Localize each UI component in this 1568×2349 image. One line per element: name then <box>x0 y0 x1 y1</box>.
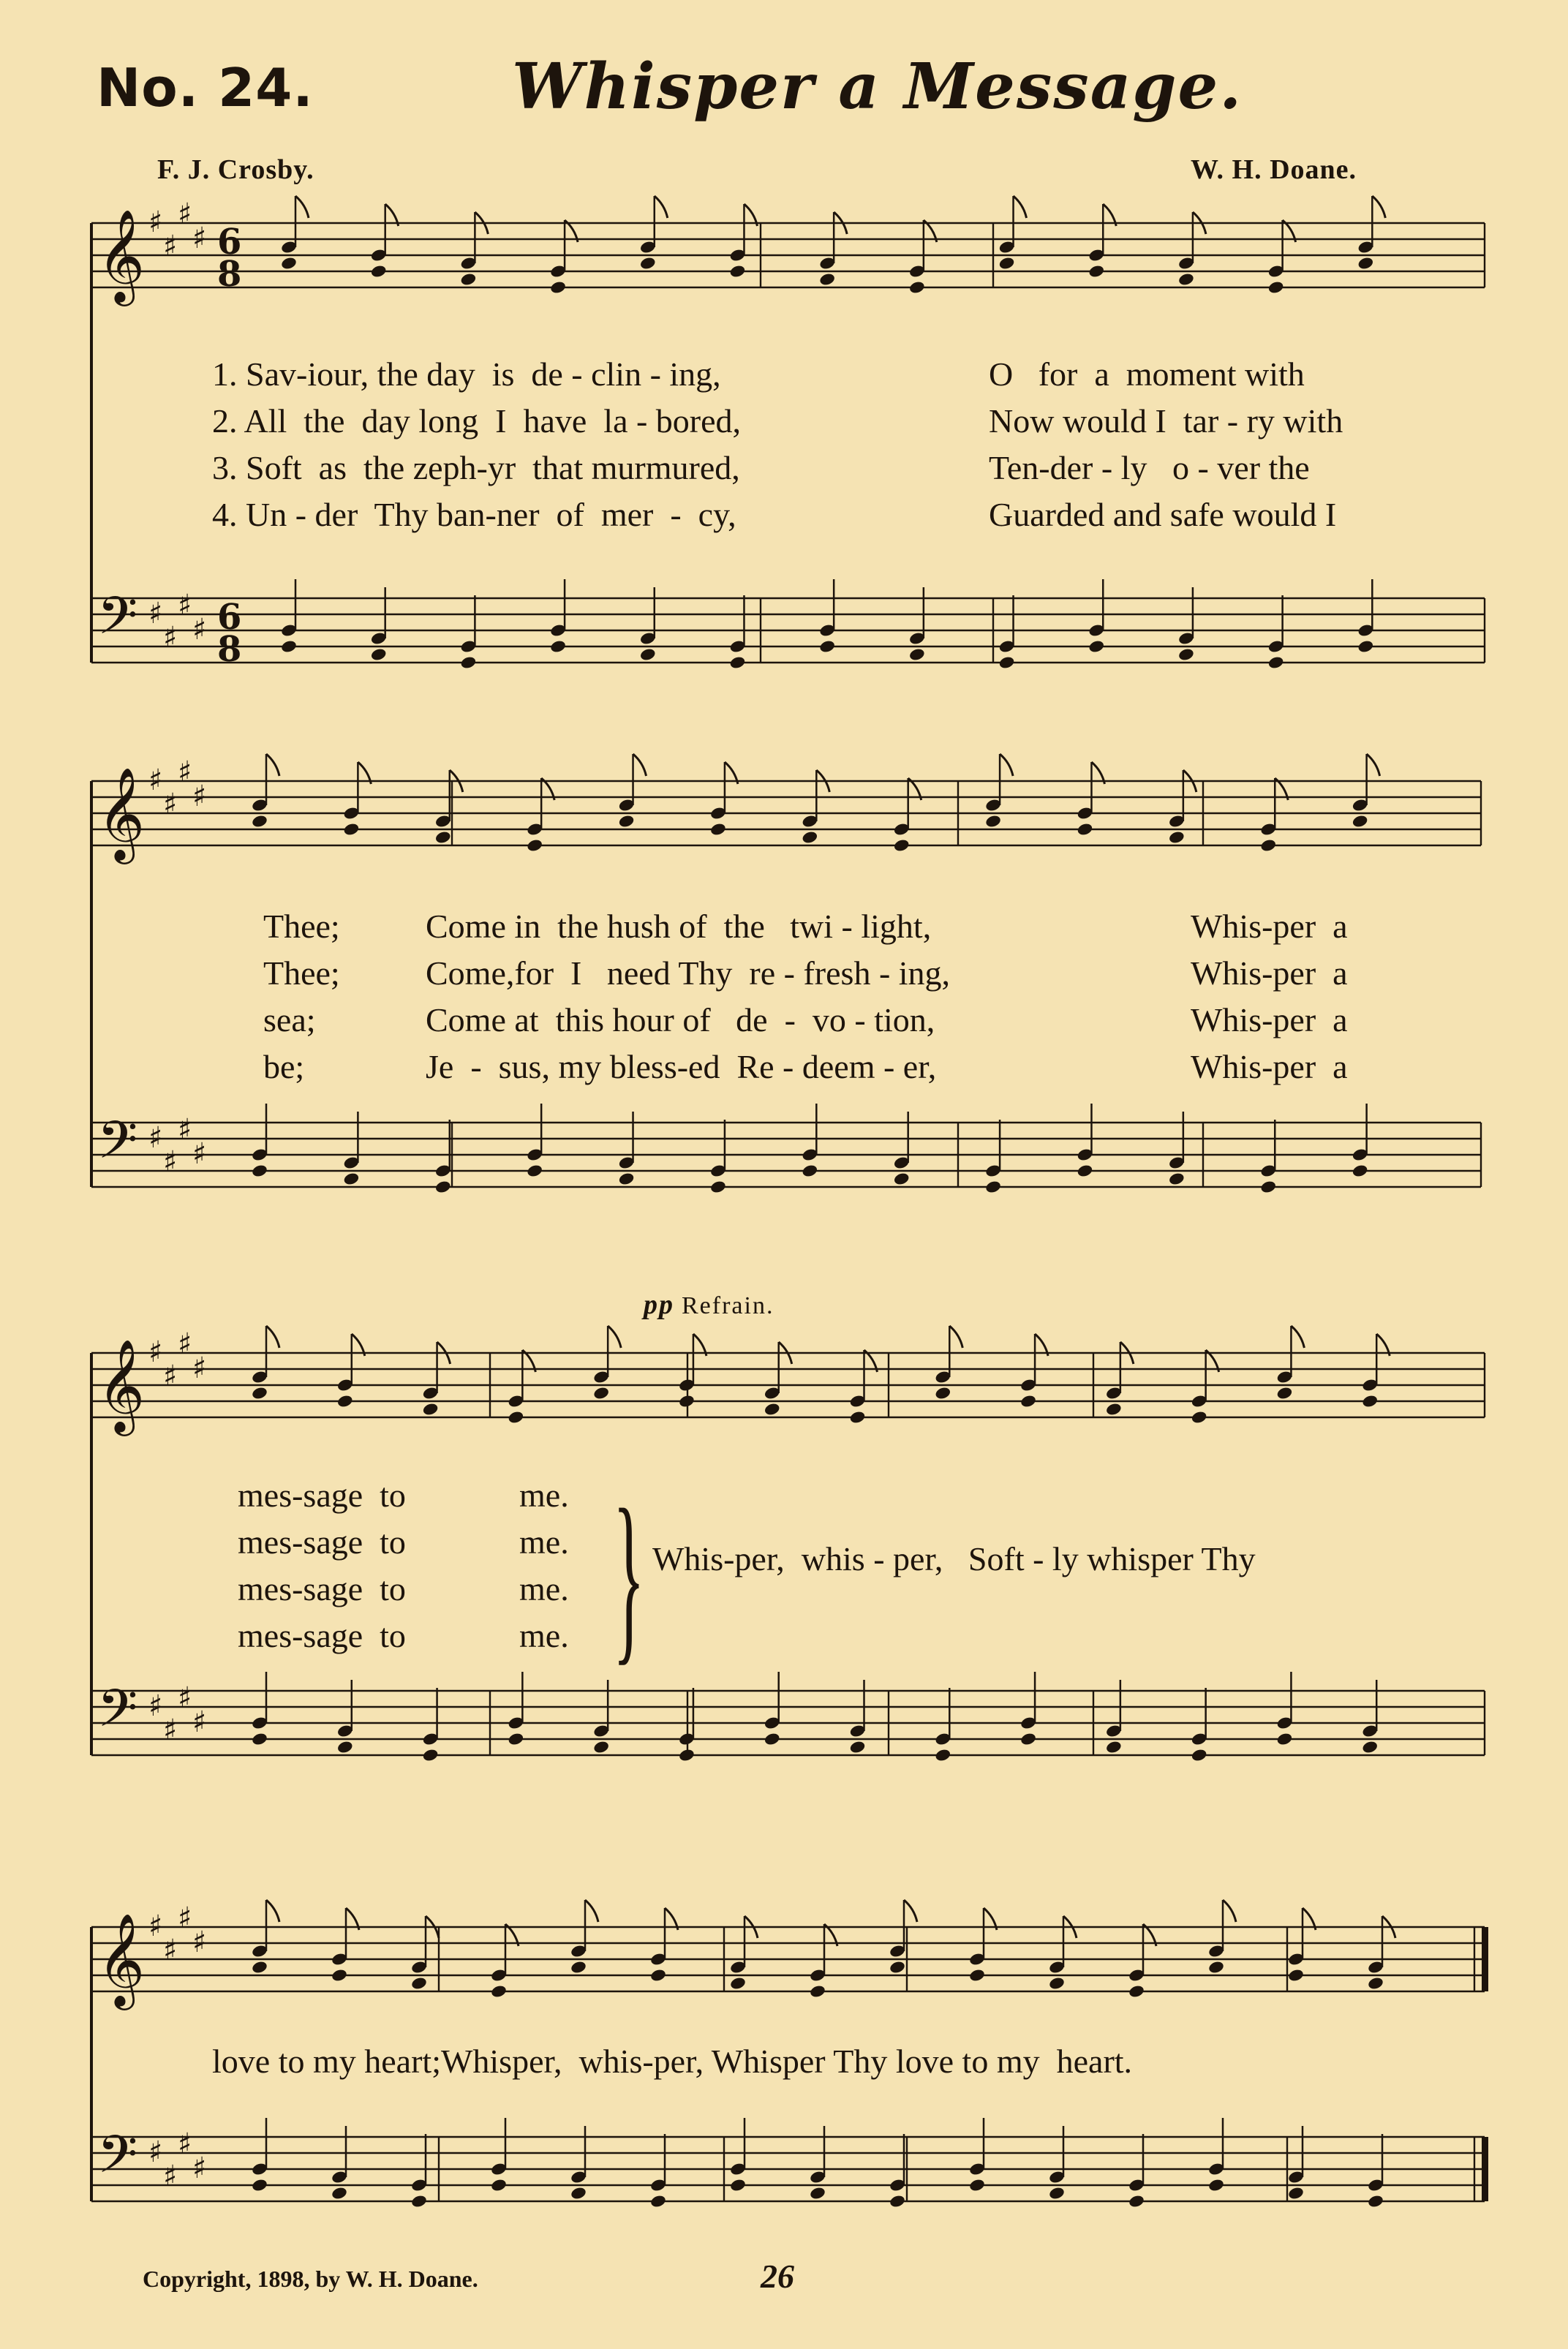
time-signature-top: 6 <box>217 597 242 638</box>
notehead <box>968 2178 986 2192</box>
note-flag <box>949 1326 962 1348</box>
notehead <box>251 1164 268 1178</box>
sharp-sign: ♯ <box>148 1121 163 1155</box>
sharp-sign: ♯ <box>163 1713 178 1747</box>
verse-1-line-2a: Thee; <box>263 908 340 945</box>
notehead <box>1088 264 1105 279</box>
notehead <box>908 647 926 662</box>
bass-clef: 𝄢 <box>97 2124 138 2198</box>
notehead <box>1048 1976 1066 1991</box>
notehead <box>1352 814 1369 829</box>
notehead <box>336 1740 354 1754</box>
verse-4-line-3: mes-sage to <box>238 1617 406 1654</box>
notehead <box>1019 1732 1037 1746</box>
note-flag <box>1014 196 1027 218</box>
notehead <box>1191 1748 1208 1762</box>
sharp-sign: ♯ <box>163 2160 178 2193</box>
notehead <box>1259 1180 1277 1194</box>
final-barline <box>1482 1927 1488 1991</box>
notehead <box>618 1172 636 1186</box>
notehead <box>1168 830 1186 845</box>
notehead <box>570 1960 587 1975</box>
notehead <box>592 1386 610 1400</box>
notehead <box>678 1394 696 1409</box>
verse-1-line-3: mes-sage to <box>238 1477 406 1514</box>
treble-clef: 𝄞 <box>97 1338 146 1432</box>
sharp-sign: ♯ <box>192 1137 207 1171</box>
notehead <box>998 655 1016 670</box>
note-flag <box>266 1326 279 1348</box>
notehead <box>678 1748 696 1762</box>
verse-2-line-2c: Whis-per a <box>1191 954 1348 992</box>
notehead <box>1352 1164 1369 1178</box>
notehead <box>649 1968 667 1983</box>
copyright-notice: Copyright, 1898, by W. H. Doane. <box>143 2266 478 2292</box>
notehead <box>1077 1164 1094 1178</box>
notehead <box>1267 655 1285 670</box>
sharp-sign: ♯ <box>148 2135 163 2169</box>
notehead <box>818 272 836 287</box>
refrain-line-2: love to my heart;Whisper, whis-per, Whisper Thy love to my heart. <box>212 2043 1133 2080</box>
notehead <box>370 264 388 279</box>
notehead <box>1048 2186 1066 2201</box>
notehead <box>592 1740 610 1754</box>
notehead <box>1077 822 1094 837</box>
notehead <box>934 1748 951 1762</box>
sharp-sign: ♯ <box>163 1934 178 1967</box>
verse-3-ending: me. <box>519 1570 569 1607</box>
verse-4-line-1b: Guarded and safe would I <box>989 496 1337 533</box>
treble-clef: 𝄞 <box>97 1912 146 2006</box>
verse-brace: } <box>613 1471 645 1681</box>
notehead <box>1105 1740 1123 1754</box>
notehead <box>251 1732 268 1746</box>
verse-3-line-1a: 3. Soft as the zeph-yr that murmured, <box>212 449 740 486</box>
notehead <box>434 1180 452 1194</box>
notehead <box>490 1984 508 1999</box>
notehead <box>639 256 657 271</box>
notehead <box>709 1180 727 1194</box>
bass-clef: 𝄢 <box>97 586 138 659</box>
sharp-sign: ♯ <box>178 197 192 231</box>
notehead <box>422 1402 440 1417</box>
note-flag <box>655 196 668 218</box>
notehead <box>729 655 747 670</box>
notehead <box>984 814 1002 829</box>
notehead <box>802 830 819 845</box>
notehead <box>1267 280 1285 295</box>
notehead <box>1287 1968 1305 1983</box>
notehead <box>729 264 747 279</box>
verse-3-line-2c: Whis-per a <box>1191 1001 1348 1038</box>
notehead <box>570 2186 587 2201</box>
sharp-sign: ♯ <box>148 763 163 797</box>
notehead <box>893 838 911 853</box>
notehead <box>729 2178 747 2192</box>
verse-1-line-2b: Come in the hush of the twi - light, <box>426 908 932 945</box>
sharp-sign: ♯ <box>178 1327 192 1361</box>
bass-clef: 𝄢 <box>97 1678 138 1752</box>
final-barline <box>1482 2137 1488 2201</box>
verse-1-line-1b: O for a moment with <box>989 355 1305 393</box>
verse-3-line-2a: sea; <box>263 1001 316 1038</box>
notehead <box>639 647 657 662</box>
treble-clef: 𝄞 <box>97 766 146 860</box>
notehead <box>809 1984 826 1999</box>
notehead <box>1357 639 1375 654</box>
notehead <box>460 655 478 670</box>
notehead <box>893 1172 911 1186</box>
notehead <box>1019 1394 1037 1409</box>
notehead <box>998 256 1016 271</box>
notehead <box>849 1740 867 1754</box>
notehead <box>818 639 836 654</box>
verse-4-ending: me. <box>519 1617 569 1654</box>
notehead <box>1367 1976 1384 1991</box>
notehead <box>410 1976 428 1991</box>
note-flag <box>633 754 647 776</box>
verse-2-line-3: mes-sage to <box>238 1523 406 1561</box>
notehead <box>709 822 727 837</box>
sharp-sign: ♯ <box>148 206 163 239</box>
notehead <box>889 2194 906 2209</box>
notehead <box>1361 1740 1379 1754</box>
notehead <box>934 1386 951 1400</box>
notehead <box>434 830 452 845</box>
verse-4-line-2b: Je - sus, my bless-ed Re - deem - er, <box>426 1048 937 1085</box>
verse-1-line-1a: 1. Sav-iour, the day is de - clin - ing, <box>212 355 721 393</box>
notehead <box>1105 1402 1123 1417</box>
refrain-line-1: Whis-per, whis - per, Soft - ly whisper Thy <box>652 1540 1256 1577</box>
notehead <box>968 1968 986 1983</box>
refrain-heading: Refrain. <box>682 1292 774 1319</box>
sharp-sign: ♯ <box>192 1705 207 1739</box>
notehead <box>649 2194 667 2209</box>
verse-1-ending: me. <box>519 1477 569 1514</box>
notehead <box>1128 2194 1145 2209</box>
verse-2-line-2b: Come,for I need Thy re - fresh - ing, <box>426 954 951 992</box>
note-flag <box>585 1900 598 1922</box>
notehead <box>460 272 478 287</box>
notehead <box>526 1164 543 1178</box>
verse-2-line-1b: Now would I tar - ry with <box>989 402 1343 440</box>
notehead <box>1361 1394 1379 1409</box>
sharp-sign: ♯ <box>163 621 178 655</box>
sharp-sign: ♯ <box>192 222 207 255</box>
notehead <box>1207 2178 1225 2192</box>
sharp-sign: ♯ <box>192 780 207 813</box>
notehead <box>908 280 926 295</box>
sharp-sign: ♯ <box>178 589 192 622</box>
time-signature-bottom: 8 <box>217 254 242 295</box>
notehead <box>251 1960 268 1975</box>
notehead <box>764 1402 781 1417</box>
sharp-sign: ♯ <box>192 613 207 646</box>
sharp-sign: ♯ <box>163 1360 178 1393</box>
notehead <box>549 639 567 654</box>
notehead <box>331 2186 348 2201</box>
notehead <box>618 814 636 829</box>
note-flag <box>1223 1900 1236 1922</box>
sharp-sign: ♯ <box>192 1351 207 1385</box>
note-flag <box>904 1900 917 1922</box>
notehead <box>526 838 543 853</box>
notehead <box>1177 272 1195 287</box>
notehead <box>251 2178 268 2192</box>
sharp-sign: ♯ <box>178 1901 192 1935</box>
time-signature-bottom: 8 <box>217 629 242 670</box>
notehead <box>490 2178 508 2192</box>
lyricist-credit: F. J. Crosby. <box>157 154 314 185</box>
notehead <box>336 1394 354 1409</box>
sharp-sign: ♯ <box>178 755 192 789</box>
notehead <box>343 1172 361 1186</box>
notehead <box>410 2194 428 2209</box>
sharp-sign: ♯ <box>192 2152 207 2185</box>
verse-2-ending: me. <box>519 1523 569 1561</box>
notehead <box>1259 838 1277 853</box>
sharp-sign: ♯ <box>148 1335 163 1369</box>
notehead <box>764 1732 781 1746</box>
sharp-sign: ♯ <box>148 1909 163 1943</box>
note-flag <box>1291 1326 1304 1348</box>
notehead <box>508 1410 525 1425</box>
verse-4-line-1a: 4. Un - der Thy ban-ner of mer - cy, <box>212 496 736 533</box>
notehead <box>1287 2186 1305 2201</box>
notehead <box>849 1410 867 1425</box>
time-signature-top: 6 <box>217 222 242 263</box>
sharp-sign: ♯ <box>163 230 178 263</box>
verse-4-line-2c: Whis-per a <box>1191 1048 1348 1085</box>
treble-clef: 𝄞 <box>97 208 146 302</box>
notehead <box>809 2186 826 2201</box>
verse-4-line-2a: be; <box>263 1048 305 1085</box>
note-flag <box>608 1326 621 1348</box>
notehead <box>1357 256 1375 271</box>
notehead <box>984 1180 1002 1194</box>
notehead <box>1128 1984 1145 1999</box>
verse-3-line-3: mes-sage to <box>238 1570 406 1607</box>
page-number: 26 <box>761 2258 794 2295</box>
notehead <box>1367 2194 1384 2209</box>
verse-2-line-1a: 2. All the day long I have la - bored, <box>212 402 742 440</box>
notehead <box>280 256 298 271</box>
hymn-title: Whisper a Message. <box>512 50 1243 124</box>
refrain-label <box>644 1289 774 1321</box>
composer-credit: W. H. Doane. <box>1191 154 1357 185</box>
notehead <box>251 814 268 829</box>
verse-2-line-2a: Thee; <box>263 954 340 992</box>
notehead <box>1191 1410 1208 1425</box>
verse-3-line-2b: Come at this hour of de - vo - tion, <box>426 1001 935 1038</box>
sharp-sign: ♯ <box>192 1926 207 1959</box>
notehead <box>508 1732 525 1746</box>
notehead <box>802 1164 819 1178</box>
notehead <box>422 1748 440 1762</box>
notehead <box>1088 639 1105 654</box>
hymn-number: No. 24. <box>97 57 314 118</box>
note-flag <box>1000 754 1013 776</box>
dynamic-marking: pp <box>644 1289 674 1320</box>
verse-1-line-2c: Whis-per a <box>1191 908 1348 945</box>
notehead <box>343 822 361 837</box>
notehead <box>1276 1732 1294 1746</box>
note-flag <box>1372 196 1385 218</box>
sharp-sign: ♯ <box>178 1681 192 1715</box>
notehead <box>251 1386 268 1400</box>
sharp-sign: ♯ <box>163 788 178 821</box>
notehead <box>1168 1172 1186 1186</box>
notehead <box>1177 647 1195 662</box>
notehead <box>1276 1386 1294 1400</box>
sharp-sign: ♯ <box>163 1145 178 1179</box>
notehead <box>889 1960 906 1975</box>
note-flag <box>266 754 279 776</box>
sharp-sign: ♯ <box>178 1113 192 1147</box>
note-flag <box>295 196 309 218</box>
sharp-sign: ♯ <box>148 1689 163 1723</box>
notehead <box>280 639 298 654</box>
notehead <box>1207 1960 1225 1975</box>
bass-clef: 𝄢 <box>97 1110 138 1183</box>
sharp-sign: ♯ <box>148 597 163 630</box>
sharp-sign: ♯ <box>178 2127 192 2161</box>
verse-3-line-1b: Ten-der - ly o - ver the <box>989 449 1310 486</box>
note-flag <box>266 1900 279 1922</box>
notehead <box>370 647 388 662</box>
notehead <box>549 280 567 295</box>
note-flag <box>1367 754 1380 776</box>
notehead <box>331 1968 348 1983</box>
notehead <box>729 1976 747 1991</box>
